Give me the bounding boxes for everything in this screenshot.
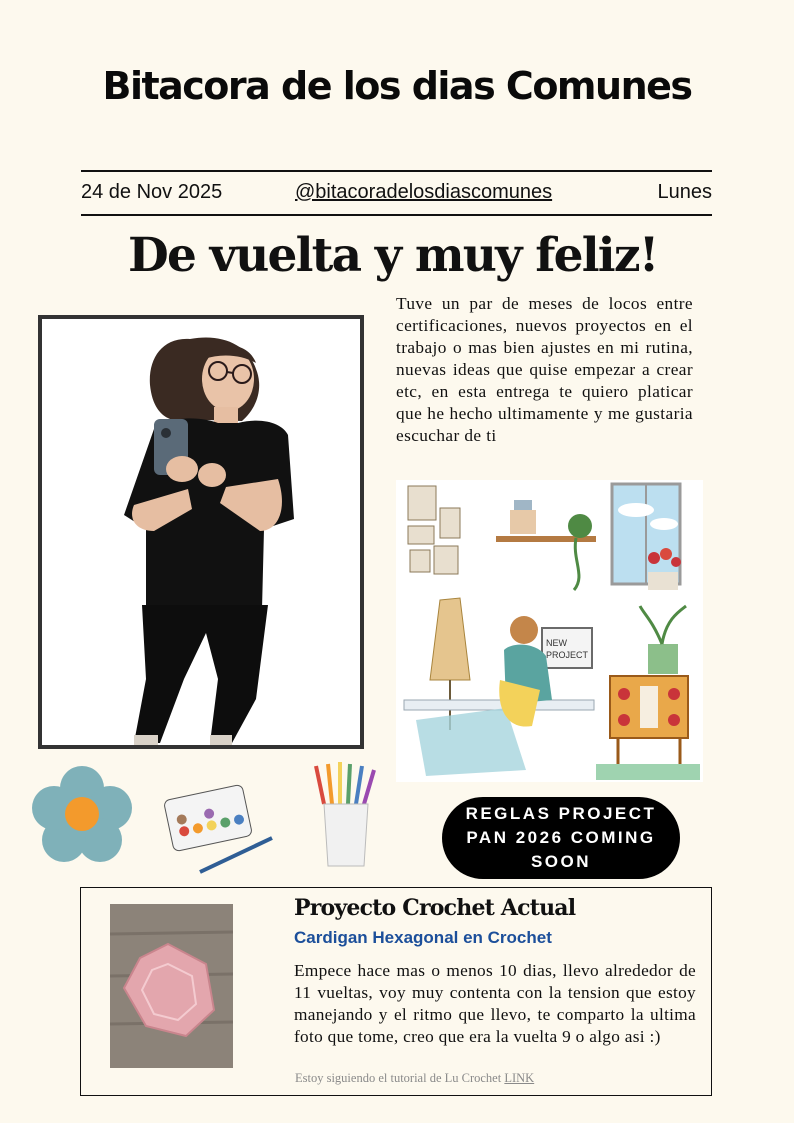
watercolor-palette-icon (164, 776, 274, 874)
issue-weekday: Lunes (657, 181, 712, 203)
tutorial-link[interactable]: LINK (504, 1071, 535, 1085)
studio-scene (396, 480, 703, 782)
svg-text:PROJECT: PROJECT (546, 650, 589, 660)
issue-date: 24 de Nov 2025 (81, 181, 223, 203)
crochet-hexagon-photo (110, 904, 233, 1068)
top-rule (81, 170, 712, 172)
studio-illustration (396, 480, 703, 782)
colored-pencils-cup-icon (310, 760, 382, 868)
article-intro: Tuve un par de meses de locos entre certificaciones, nuevos proyectos en el trabajo o mas bien ajustes en mi rutina, nuevas ideas que quise empezar a crear etc, en esta entrega te quiero platicar que he hecho ultimamente y me gustaria escuchar de ti (396, 294, 693, 445)
announcement-pill: REGLAS PROJECT PAN 2026 COMING SOON (442, 797, 680, 879)
tutorial-text: Estoy siguiendo el tutorial de Lu Crochet (295, 1071, 502, 1085)
bottom-rule (81, 214, 712, 216)
crochet-flower-icon (32, 766, 132, 862)
article-headline: De vuelta y muy feliz! (128, 228, 658, 283)
project-subtitle: Cardigan Hexagonal en Crochet (294, 928, 552, 947)
project-title: Proyecto Crochet Actual (294, 895, 576, 921)
social-handle-link[interactable]: @bitacoradelosdiascomunes (295, 181, 553, 203)
masthead-title: Bitacora de los dias Comunes (102, 64, 692, 108)
author-portrait-image (42, 319, 360, 745)
tutorial-note (295, 1071, 534, 1086)
screen-text: NEW (546, 638, 567, 648)
author-photo (38, 315, 364, 749)
project-body: Empece hace mas o menos 10 dias, llevo alrededor de 11 vueltas, voy muy contenta con la tension que estoy manejando y el ritmo que llevo, te comparto la ultima foto que tome, creo que era la vuelta 9 o algo asi :) (294, 961, 696, 1046)
